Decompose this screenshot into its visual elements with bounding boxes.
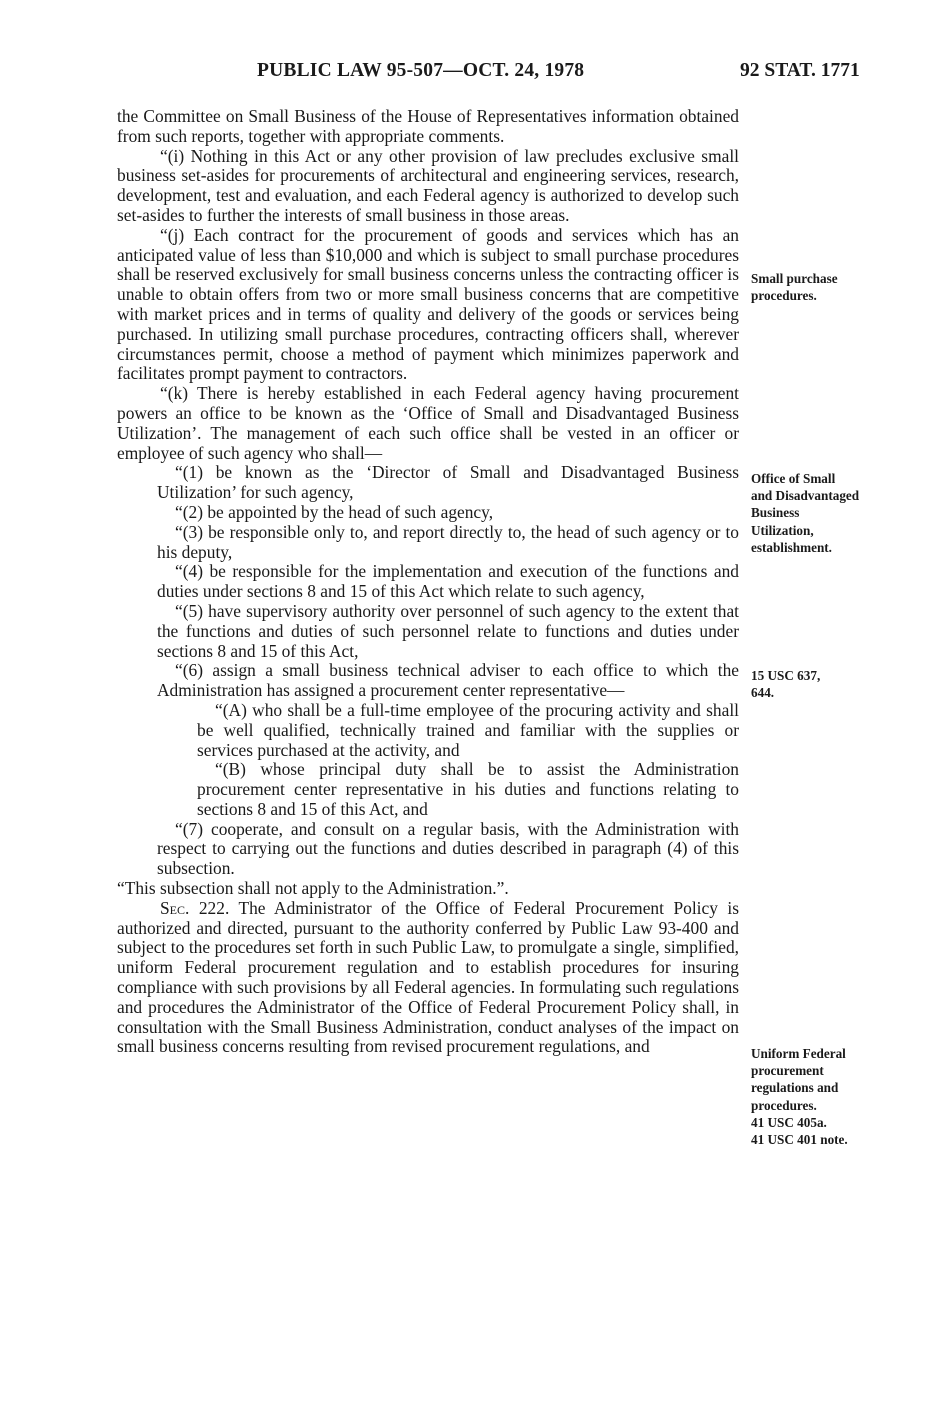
margin-note-line: Business: [751, 505, 800, 521]
paragraph-subsection-j: “(j) Each contract for the procurement of goods and services which has an anticipated value of less than $10,000 and which is subject to small purchase procedures shall be reserved exclusively for small business concerns unless the contracting officer is unable to obtain offers from two or more small business concerns that are competitive with market prices and in terms of quality and delivery of the goods or services being purchased. In utilizing small purchase procedures, contracting officers shall, wherever circumstances permit, choose a method of payment which minimizes paperwork and facilitates prompt payment to contractors.: [117, 224, 739, 384]
margin-note-line: Small purchase: [751, 271, 838, 286]
margin-note-line: regulations and: [751, 1080, 839, 1096]
margin-note-uniform-federal: [751, 1045, 891, 1148]
section-222-text: The Administrator of the Office of Federal Procurement Policy is authorized and directed, pursuant to the authority conferred by Public Law 93-400 and subject to the procedures set forth in such Public Law, to promulgate a single, simplified, uniform Federal procurement regulation and to establish procedures for insuring compliance with such provisions by all Federal agencies. In formulating such regulations and procedures the Administrator of the Office of Federal Procurement Policy shall, in consultation with the Small Business Administration, conduct analyses of the impact on small business concerns resulting from revised procurement regulations, and: [117, 897, 739, 1057]
paragraph-continuation: the Committee on Small Business of the House of Representatives information obtained from such reports, together with appropriate comments.: [117, 106, 739, 146]
list-item-k2: “(2) be appointed by the head of such agency,: [175, 501, 494, 522]
list-item-k6: “(6) assign a small business technical adviser to each office to which the Administration has assigned a procurement center representative—: [157, 660, 739, 701]
margin-note-small-purchase: [751, 270, 891, 304]
margin-note-line: establishment.: [751, 539, 832, 555]
paragraph-subsection-i: “(i) Nothing in this Act or any other provision of law precludes exclusive small business set-asides for procurements of architectural and engineering services, research, development, test and evaluation, and each Federal agency is authorized to develop such set-asides to further the interests of small business in those areas.: [117, 145, 739, 225]
list-item-k1: “(1) be known as the ‘Director of Small and Disadvantaged Business Utilization’ for such agency,: [157, 462, 739, 503]
margin-note-line: Uniform Federal: [751, 1046, 846, 1061]
margin-note-line: 644.: [751, 685, 775, 701]
header-stat-citation: 92 STAT. 1771: [740, 60, 860, 81]
list-item-k3: “(3) be responsible only to, and report directly to, the head of such agency or to his deputy,: [157, 521, 739, 562]
margin-note-line: 41 USC 405a.: [751, 1114, 827, 1130]
list-item-k4: “(4) be responsible for the implementation and execution of the functions and duties under sections 8 and 15 of this Act which relate to such agency,: [157, 561, 739, 602]
header-title: PUBLIC LAW 95-507—OCT. 24, 1978: [257, 60, 585, 81]
page-header: [0, 60, 949, 84]
margin-note-office-small-business: [751, 470, 891, 556]
margin-note-line: Office of Small: [751, 471, 836, 486]
list-item-k7: “(7) cooperate, and consult on a regular basis, with the Administration with respect to carrying out the functions and duties described in paragraph (4) of this subsection.: [157, 818, 739, 879]
list-item-k5: “(5) have supervisory authority over personnel of such agency to the extent that the functions and duties of such personnel relate to functions and duties under sections 8 and 15 of this Act,: [157, 600, 739, 661]
paragraph-section-222: [117, 899, 739, 1057]
margin-note-usc-637: [751, 667, 891, 701]
margin-note-line: Utilization,: [751, 522, 814, 538]
list-subitem-k6a: “(A) who shall be a full-time employee of the procuring activity and shall be well qualified, technically trained and familiar with the supplies or services purchased at the activity, and: [197, 699, 739, 760]
margin-note-line: 15 USC 637,: [751, 668, 821, 683]
margin-note-line: procedures.: [751, 1097, 817, 1113]
margin-note-line: procedures.: [751, 288, 817, 304]
margin-note-line: and Disadvantaged: [751, 488, 860, 504]
margin-note-line: 41 USC 401 note.: [751, 1132, 848, 1148]
body-text: [117, 107, 739, 1057]
paragraph-subsection-closing: “This subsection shall not apply to the Administration.”.: [117, 878, 509, 899]
margin-note-line: procurement: [751, 1063, 824, 1079]
list-subitem-k6b: “(B) whose principal duty shall be to assist the Administration procurement center representative in his duties and functions relating to sections 8 and 15 of this Act, and: [197, 759, 739, 819]
paragraph-subsection-k: “(k) There is hereby established in each Federal agency having procurement powers an office to be known as the ‘Office of Small and Disadvantaged Business Utilization’. The management of each such office shall be vested in an officer or employee of such agency who shall—: [117, 383, 739, 463]
section-222-label: Sec. 222.: [160, 897, 230, 918]
